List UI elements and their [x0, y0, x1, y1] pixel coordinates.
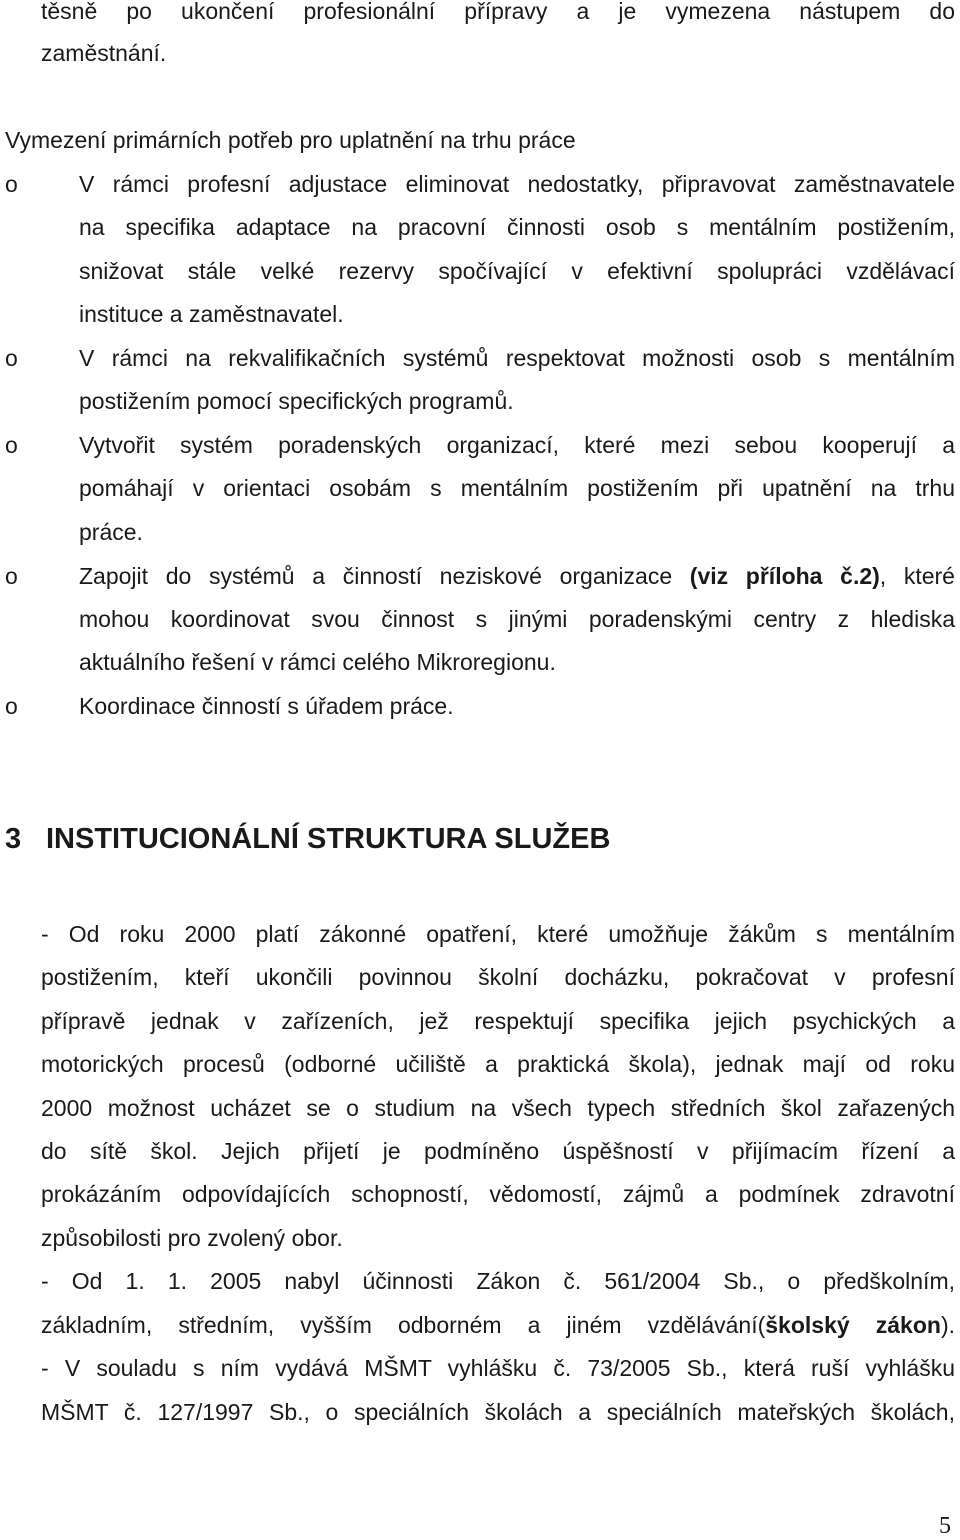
bullet-text-line: [79, 562, 955, 590]
paragraph-line: [41, 1311, 955, 1339]
bullet-text-line: Koordinace činností s úřadem práce.: [79, 693, 454, 719]
bullet-marker: o: [5, 171, 18, 197]
paragraph-line: 2000 možnost ucházet se o studium na všech typech středních škol zařazených: [41, 1095, 955, 1121]
paragraph-line: MŠMT č. 127/1997 Sb., o speciálních školách a speciálních mateřských školách,: [41, 1399, 955, 1425]
section-subtitle: Vymezení primárních potřeb pro uplatnění na trhu práce: [5, 127, 576, 153]
page-number: 5: [939, 1513, 951, 1539]
bullet-text-line: pomáhají v orientaci osobám s mentálním postižením při upatnění na trhu: [79, 475, 955, 501]
bullet-text-line: na specifika adaptace na pracovní činnosti osob s mentálním postižením,: [79, 214, 955, 240]
paragraph-line: - V souladu s ním vydává MŠMT vyhlášku č. 73/2005 Sb., která ruší vyhlášku: [41, 1355, 955, 1381]
bullet-marker: o: [5, 345, 18, 371]
bullet-text-line: Vytvořit systém poradenských organizací, které mezi sebou kooperují a: [79, 432, 955, 458]
bullet-text-line: mohou koordinovat svou činnost s jinými poradenskými centry z hlediska: [79, 606, 955, 632]
bullet-text-line: snižovat stále velké rezervy spočívající v efektivní spolupráci vzdělávací: [79, 258, 955, 284]
paragraph-line: - Od 1. 1. 2005 nabyl účinnosti Zákon č. 561/2004 Sb., o předškolním,: [41, 1268, 955, 1294]
bullet-text-segment: Zapojit do systémů a činností neziskové organizace: [79, 563, 690, 589]
bullet-text-line: instituce a zaměstnavatel.: [79, 301, 344, 327]
bullet-marker: o: [5, 432, 18, 458]
bullet-text-line: V rámci profesní adjustace eliminovat nedostatky, připravovat zaměstnavatele: [79, 171, 955, 197]
section-number: 3: [5, 823, 22, 855]
bullet-marker: o: [5, 563, 18, 589]
section-title: INSTITUCIONÁLNÍ STRUKTURA SLUŽEB: [46, 823, 611, 855]
section-heading: [5, 822, 610, 856]
paragraph-line: - Od roku 2000 platí zákonné opatření, které umožňuje žákům s mentálním: [41, 921, 955, 947]
paragraph-line: do sítě škol. Jejich přijetí je podmíněno úspěšností v přijímacím řízení a: [41, 1138, 955, 1164]
intro-line: zaměstnání.: [41, 40, 167, 66]
paragraph-line: prokázáním odpovídajících schopností, vědomostí, zájmů a podmínek zdravotní: [41, 1181, 955, 1207]
bullet-marker: o: [5, 693, 18, 719]
paragraph-line: přípravě jednak v zařízeních, jež respektují specifika jejich psychických a: [41, 1008, 955, 1034]
bullet-text-line: aktuálního řešení v rámci celého Mikroregionu.: [79, 649, 556, 675]
bullet-text-segment: , které: [879, 563, 955, 589]
bullet-text-line: V rámci na rekvalifikačních systémů respektovat možnosti osob s mentálním: [79, 345, 955, 371]
paragraph-segment: základním, středním, vyšším odborném a jiném vzdělávání(: [41, 1312, 766, 1338]
paragraph-line: způsobilosti pro zvolený obor.: [41, 1225, 343, 1251]
bullet-text-line: postižením pomocí specifických programů.: [79, 388, 514, 414]
paragraph-line: postižením, kteří ukončili povinnou školní docházku, pokračovat v profesní: [41, 964, 955, 990]
paragraph-segment: ).: [940, 1312, 956, 1338]
intro-line: těsně po ukončení profesionální přípravy a je vymezena nástupem do: [41, 0, 955, 24]
law-name: školský zákon: [765, 1312, 941, 1338]
appendix-reference: (viz příloha č.2): [689, 563, 880, 589]
paragraph-line: motorických procesů (odborné učiliště a praktická škola), jednak mají od roku: [41, 1051, 955, 1077]
bullet-text-line: práce.: [79, 519, 143, 545]
